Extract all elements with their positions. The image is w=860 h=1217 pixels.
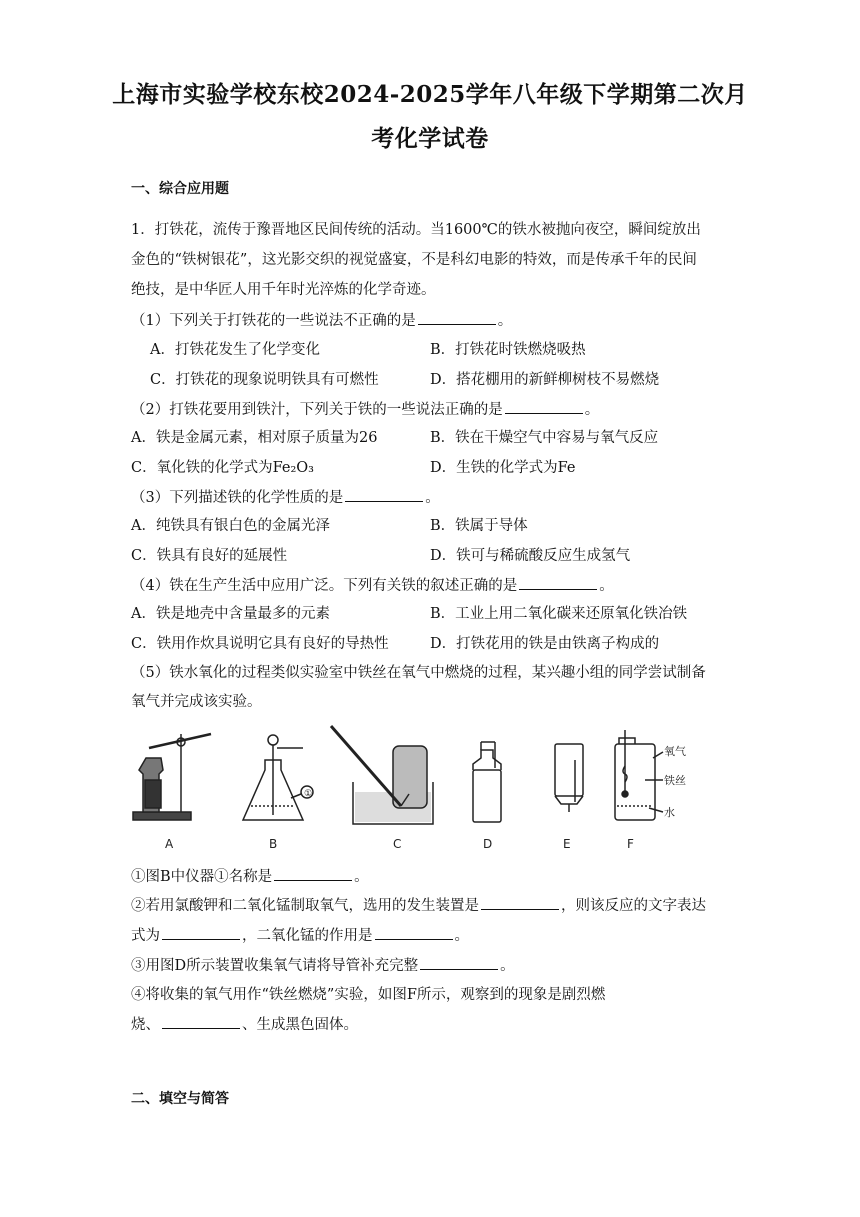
q1-p4-option-b[interactable]: B．工业上用二氧化碳来还原氧化铁冶铁 — [430, 606, 688, 622]
q1-p3-option-d[interactable]: D．铁可与稀硫酸反应生成氢气 — [430, 548, 631, 564]
q1-sub1-text: ①图B中仪器①名称是 — [131, 869, 273, 885]
answer-blank[interactable] — [505, 399, 583, 414]
section-heading-2: 二、填空与简答 — [131, 1091, 229, 1107]
apparatus-e-drawing — [555, 744, 583, 812]
q1-p3-option-c[interactable]: C．铁具有良好的延展性 — [131, 548, 288, 564]
period: 。 — [584, 402, 600, 418]
answer-blank[interactable] — [375, 925, 453, 940]
q1-sub1 — [131, 866, 369, 887]
q1-sub4-text-b: 烧、 — [131, 1017, 160, 1033]
q1-sub3 — [131, 955, 515, 976]
q1-part5-line1: （5）铁水氧化的过程类似实验室中铁丝在氧气中燃烧的过程，某兴趣小组的同学尝试制备 — [131, 665, 706, 681]
flame-mark — [622, 791, 628, 797]
apparatus-f-drawing — [615, 730, 663, 820]
answer-blank[interactable] — [519, 575, 597, 590]
period: 。 — [599, 578, 614, 594]
figure-label-f: F — [627, 837, 634, 851]
q1-part4-text: （4）铁在生产生活中应用广泛。下列有关铁的叙述正确的是 — [131, 578, 518, 594]
apparatus-b-drawing — [243, 735, 313, 820]
q1-sub2-line1 — [131, 895, 706, 916]
q1-sub2-text-d: ，二氧化锰的作用是 — [242, 928, 373, 944]
figure-label-a: A — [165, 837, 174, 851]
q1-part5-line2: 氧气并完成该实验。 — [131, 694, 262, 710]
answer-blank[interactable] — [274, 866, 352, 881]
label-oxygen: 氧气 — [664, 745, 686, 758]
q1-p4-option-c[interactable]: C．铁用作炊具说明它具有良好的导热性 — [131, 636, 389, 652]
q1-sub2-text-b: ，则该反应的文字表达 — [561, 898, 706, 914]
q1-p1-option-d[interactable]: D．搭花棚用的新鲜柳树枝不易燃烧 — [430, 372, 660, 388]
answer-blank[interactable] — [420, 955, 498, 970]
q1-part2 — [131, 399, 599, 420]
q1-part3-text: （3）下列描述铁的化学性质的是 — [131, 490, 344, 506]
period: 。 — [497, 313, 513, 329]
label-water: 水 — [664, 806, 675, 819]
q1-sub3-text: ③用图D所示装置收集氧气请将导管补充完整 — [131, 958, 419, 974]
q1-p4-option-a[interactable]: A．铁是地壳中含量最多的元素 — [131, 606, 330, 622]
label-iron-wire: 铁丝 — [664, 774, 686, 787]
q1-sub4-text-c: 、生成黑色固体。 — [242, 1017, 358, 1033]
q1-stem-line2: 金色的“铁树银花”，这光影交织的视觉盛宴，不是科幻电影的特效，而是传承千年的民间 — [131, 252, 697, 268]
q1-part4 — [131, 575, 614, 596]
answer-blank[interactable] — [418, 310, 496, 325]
answer-blank[interactable] — [481, 895, 559, 910]
q1-p3-option-a[interactable]: A．纯铁具有银白色的金属光泽 — [131, 518, 330, 534]
figure-label-e: E — [563, 837, 571, 851]
q1-sub4-line2 — [131, 1014, 358, 1035]
answer-blank[interactable] — [345, 487, 423, 502]
q1-p2-option-b[interactable]: B．铁在干燥空气中容易与氧气反应 — [430, 430, 659, 446]
period: 。 — [425, 490, 440, 506]
q1-sub2-text-a: ②若用氯酸钾和二氧化锰制取氧气，选用的发生装置是 — [131, 898, 479, 914]
period: 。 — [500, 958, 515, 974]
q1-part1-text: （1）下列关于打铁花的一些说法不正确的是 — [131, 313, 416, 329]
q1-sub4-line1: ④将收集的氧气用作“铁丝燃烧”实验，如图F所示，观察到的现象是剧烈燃 — [131, 987, 606, 1003]
q1-stem-line3: 绝技，是中华匠人用千年时光淬炼的化学奇迹。 — [131, 282, 436, 298]
period: 。 — [454, 928, 469, 944]
q1-p1-option-b[interactable]: B．打铁花时铁燃烧吸热 — [430, 342, 586, 358]
figure-label-d: D — [483, 837, 493, 851]
figure-label-c: C — [393, 837, 402, 851]
q1-part2-text: （2）打铁花要用到铁汁，下列关于铁的一些说法正确的是 — [131, 402, 503, 418]
period: 。 — [354, 869, 369, 885]
q1-p2-option-d[interactable]: D．生铁的化学式为Fe — [430, 460, 576, 476]
q1-sub2-line2 — [131, 925, 469, 946]
q1-sub2-text-c: 式为 — [131, 928, 160, 944]
section-heading-1: 一、综合应用题 — [131, 181, 229, 197]
q1-p1-option-c[interactable]: C．打铁花的现象说明铁具有可燃性 — [150, 372, 379, 388]
apparatus-figure — [131, 720, 691, 855]
apparatus-a-drawing — [133, 734, 211, 820]
q1-part3 — [131, 487, 440, 508]
apparatus-d-drawing — [473, 742, 501, 822]
q1-p1-option-a[interactable]: A．打铁花发生了化学变化 — [150, 342, 320, 358]
q1-part1 — [131, 310, 512, 331]
q1-stem-line1: 1．打铁花，流传于豫晋地区民间传统的活动。当1600℃的铁水被抛向夜空，瞬间绽放出 — [131, 222, 701, 238]
svg-text:①: ① — [304, 789, 313, 799]
answer-blank[interactable] — [162, 925, 240, 940]
exam-title-line2: 考化学试卷 — [371, 125, 489, 152]
q1-p3-option-b[interactable]: B．铁属于导体 — [430, 518, 528, 534]
apparatus-c-drawing — [331, 726, 433, 824]
q1-p2-option-a[interactable]: A．铁是金属元素，相对原子质量为26 — [131, 430, 378, 446]
q1-p2-option-c[interactable]: C．氧化铁的化学式为Fe₂O₃ — [131, 460, 314, 476]
exam-title-line1: 上海市实验学校东校2024-2025学年八年级下学期第二次月 — [112, 81, 748, 108]
answer-blank[interactable] — [162, 1014, 240, 1029]
figure-label-b: B — [269, 837, 278, 851]
q1-p4-option-d[interactable]: D．打铁花用的铁是由铁离子构成的 — [430, 636, 660, 652]
